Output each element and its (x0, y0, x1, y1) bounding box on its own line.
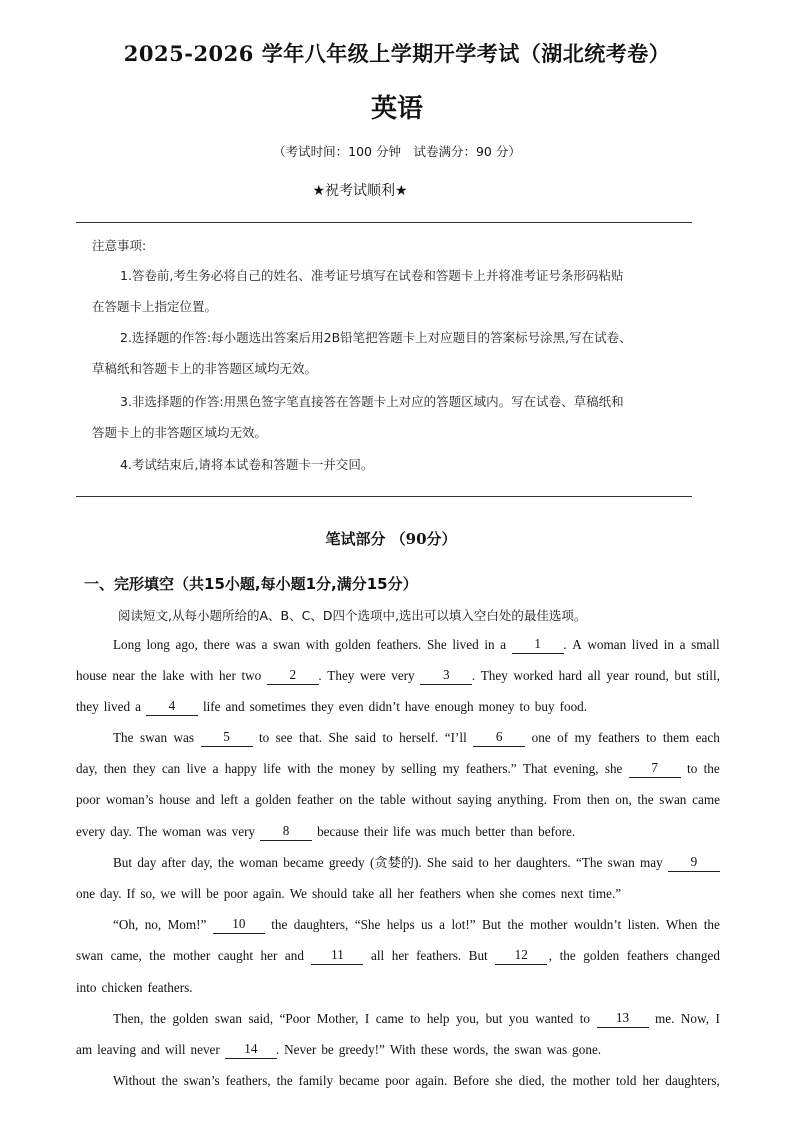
passage-word: Mom!” (167, 917, 207, 932)
passage-word: feathers (419, 886, 461, 901)
passage-word: with (305, 637, 330, 652)
passage-word: help (426, 1011, 450, 1026)
blank-8: 8 (260, 823, 312, 841)
passage-word: and (284, 948, 304, 963)
passage-word: before. (538, 824, 576, 839)
passage-word: but (674, 668, 692, 683)
passage-word: hard (558, 668, 583, 683)
question-heading: 一、完形填空（共15小题,每小题1分,满分15分） (84, 575, 418, 593)
passage-word: will (180, 886, 202, 901)
passage-word: evening, (553, 761, 599, 776)
notice-line-2: 在答题卡上指定位置。 (92, 299, 218, 314)
passage-word: money (478, 699, 515, 714)
passage-word: greedy!” (338, 1042, 385, 1057)
passage-word: and (225, 699, 245, 714)
passage-word: two (241, 668, 262, 683)
passage-word: the (140, 668, 157, 683)
passage-word: that. (298, 730, 323, 745)
passage-word: swan (607, 855, 635, 870)
passage-word: words, (452, 1042, 489, 1057)
passage-word: golden (255, 792, 292, 807)
notice-line-5: 3.非选择题的作答:用黑色签字笔直接答在答题卡上对应的答题区域内。写在试卷、草稿纸和 (120, 394, 624, 409)
passage-word: you, (456, 1011, 480, 1026)
passage-word: The (136, 824, 158, 839)
passage-word: poor (385, 1073, 410, 1088)
passage-word: food. (559, 699, 588, 714)
passage-word: her (642, 1073, 660, 1088)
passage-word: didn’t (368, 699, 400, 714)
passage-line (76, 1041, 720, 1059)
passage-word: of (557, 730, 569, 745)
passage-word: poor (223, 886, 248, 901)
passage-word: With (389, 1042, 416, 1057)
passage-word: sometimes (249, 699, 306, 714)
passage-word: mother (572, 1073, 611, 1088)
passage-word: a (212, 761, 219, 776)
passage-word: “I’ll (444, 730, 467, 745)
passage-word: wanted (535, 1011, 574, 1026)
passage-word: mother (172, 948, 211, 963)
passage-word: to (646, 730, 657, 745)
passage-word: a (135, 699, 141, 714)
passage-word: all (371, 948, 385, 963)
passage-word: the (271, 917, 288, 932)
section-title: 笔试部分 （90分） (325, 530, 457, 548)
passage-word: the (217, 855, 234, 870)
passage-word: to (519, 699, 530, 714)
passage-word: came, (110, 948, 142, 963)
passage-word: am (76, 1042, 93, 1057)
passage-word: her (219, 668, 236, 683)
passage-word: a (261, 637, 268, 652)
passage-line (76, 823, 720, 841)
passage-word: left (220, 792, 239, 807)
passage-word: If (126, 886, 136, 901)
passage-word: golden (334, 637, 371, 652)
passage-word: all (379, 886, 393, 901)
blessing-text: ★祝考试顺利★ (312, 183, 408, 199)
passage-word: the (507, 917, 524, 932)
passage-word: with (189, 668, 214, 683)
passage-word: after (161, 855, 186, 870)
passage-word: day. (110, 824, 132, 839)
passage-word: saying (457, 792, 492, 807)
passage-word: next (560, 886, 584, 901)
passage-word: daughters, (665, 1073, 720, 1088)
passage-word: but (485, 1011, 503, 1026)
passage-word: better (475, 824, 506, 839)
passage-word: near (112, 668, 136, 683)
passage-line (76, 947, 720, 965)
passage-word: lot!” (451, 917, 476, 932)
passage-punct: . (471, 668, 476, 683)
passage-word: her (494, 855, 511, 870)
passage-word: woman (587, 637, 627, 652)
passage-word: woman’s (105, 792, 154, 807)
blank-7: 7 (629, 760, 681, 778)
passage-word: chicken (101, 980, 143, 995)
question-instruction: 阅读短文,从每小题所给的A、B、C、D四个选项中,选出可以填入空白处的最佳选项。 (118, 608, 587, 623)
passage-word: She (328, 730, 349, 745)
passage-word: long (146, 637, 170, 652)
passage-word: lived (103, 699, 131, 714)
passage-word: the (316, 761, 334, 776)
passage-word: was (206, 824, 227, 839)
passage-word: “She (354, 917, 381, 932)
passage-word: feathers (626, 948, 669, 963)
passage-word: a (500, 637, 507, 652)
passage-word: life (392, 824, 411, 839)
passage-word: the (149, 948, 166, 963)
passage-word: day, (191, 855, 213, 870)
notice-line-6: 答题卡上的非答题区域均无效。 (92, 425, 268, 440)
passage-word: woman (162, 824, 202, 839)
passage-word: lived (452, 637, 479, 652)
passage-word: to (410, 1011, 421, 1026)
passage-word: a (439, 917, 446, 932)
passage-word: Never (284, 1042, 317, 1057)
passage-word: the (276, 1073, 293, 1088)
passage-word: to (478, 855, 489, 870)
passage-word: there (203, 637, 230, 652)
passage-punct: . (563, 637, 567, 652)
passage-word: the (703, 761, 720, 776)
passage-word: The (113, 730, 134, 745)
passage-word: each (695, 730, 720, 745)
passage-word: to (687, 761, 698, 776)
passage-line (113, 1010, 720, 1028)
passage-line (113, 854, 720, 872)
passage-line (113, 916, 720, 934)
passage-word: and (140, 1042, 160, 1057)
passage-word: was (235, 637, 256, 652)
passage-word: they (311, 699, 334, 714)
passage-word: her (397, 886, 415, 901)
passage-word: money (339, 761, 376, 776)
passage-word: take (352, 886, 375, 901)
blank-3: 3 (420, 667, 472, 685)
passage-word: year (606, 668, 630, 683)
passage-word: very (391, 668, 415, 683)
passage-word: I (715, 1011, 720, 1026)
passage-word: the (703, 917, 720, 932)
passage-word: the (358, 792, 375, 807)
passage-word: in (484, 637, 495, 652)
passage-word: “Oh, (113, 917, 139, 932)
passage-word: one (76, 886, 96, 901)
exam-info: （考试时间：100 分钟 试卷满分：90 分） (273, 144, 521, 159)
passage-word: then (586, 792, 610, 807)
notice-heading: 注意事项: (92, 238, 147, 253)
passage-word: feathers. (147, 980, 193, 995)
passage-word: then (103, 761, 127, 776)
passage-word: came (692, 792, 720, 807)
passage-word: the (550, 1073, 567, 1088)
passage-word: feathers.” (465, 761, 517, 776)
notice-line-7: 4.考试结束后,请将本试卷和答题卡一并交回。 (120, 457, 374, 472)
notice-line-3: 2.选择题的作答:每小题选出答案后用2B铅笔把答题卡上对应题目的答案标号涂黑,写在试卷、 (120, 330, 632, 345)
passage-word: time.” (588, 886, 622, 901)
passage-word: said, (248, 1011, 274, 1026)
blank-14: 14 (225, 1041, 277, 1059)
passage-word: the (493, 1042, 510, 1057)
passage-line (76, 979, 720, 997)
subject-title: 英语 (370, 94, 423, 124)
passage-word: A (572, 637, 582, 652)
passage-word: and (195, 792, 215, 807)
passage-word: greedy (328, 855, 365, 870)
passage-word: lake (162, 668, 185, 683)
passage-word: swan (659, 792, 687, 807)
passage-word: even (338, 699, 364, 714)
passage-word: buy (534, 699, 555, 714)
passage-word: swan (139, 730, 168, 745)
passage-word: poor (76, 792, 101, 807)
passage-word: me. (655, 1011, 675, 1026)
passage-word: be (321, 1042, 334, 1057)
passage-word: feathers. (416, 948, 462, 963)
blank-11: 11 (311, 947, 363, 965)
passage-line (76, 885, 720, 903)
passage-word: their (363, 824, 388, 839)
passage-word: no, (144, 917, 162, 932)
passage-word: They (480, 668, 508, 683)
passage-word: table (379, 792, 406, 807)
notice-line-1: 1.答卷前,考生务必将自己的姓名、准考证号填写在试卷和答题卡上并将准考证号条形码粘贴 (120, 268, 624, 283)
passage-word: “The (575, 855, 603, 870)
passage-word: enough (434, 699, 474, 714)
passage-word: anything. (497, 792, 547, 807)
passage-word: became (339, 1073, 380, 1088)
passage-word: wouldn’t (573, 917, 622, 932)
passage-word: these (420, 1042, 448, 1057)
passage-word: have (404, 699, 430, 714)
passage-word: family (298, 1073, 334, 1088)
passage-word: changed (675, 948, 720, 963)
passage-word: round, (634, 668, 669, 683)
passage-word: life (263, 761, 281, 776)
passage-word: Before (453, 1073, 490, 1088)
passage-word: said (354, 730, 376, 745)
passage-word: From (552, 792, 582, 807)
passage-word: my (574, 730, 592, 745)
passage-word: They (327, 668, 355, 683)
passage-line (113, 636, 720, 654)
passage-line (76, 791, 720, 809)
passage-word: feathers (597, 730, 640, 745)
passage-word: she (495, 1073, 513, 1088)
passage-word: see (275, 730, 293, 745)
passage-word: She (426, 855, 447, 870)
passage-word: house (76, 668, 107, 683)
passage-word: they (132, 761, 156, 776)
passage-word: helps (386, 917, 415, 932)
passage-word: I (364, 1011, 370, 1026)
passage-word: us (421, 917, 433, 932)
passage-word: all (587, 668, 601, 683)
passage-word: swan (76, 948, 104, 963)
divider-bottom (76, 496, 692, 497)
passage-word: told (615, 1073, 637, 1088)
passage-word: will (165, 1042, 186, 1057)
passage-word: happy (224, 761, 257, 776)
passage-line (76, 698, 720, 716)
passage-word: house (159, 792, 190, 807)
passage-word: them (662, 730, 690, 745)
passage-word: feathers, (225, 1073, 271, 1088)
passage-word: became (283, 855, 324, 870)
passage-word: herself. (399, 730, 439, 745)
passage-word: worked (513, 668, 553, 683)
passage-word: swan’s (183, 1073, 220, 1088)
passage-word: ago, (175, 637, 198, 652)
passage-word: day. (100, 886, 122, 901)
passage-word: That (522, 761, 548, 776)
passage-word: day, (76, 761, 98, 776)
passage-word: We (289, 886, 308, 901)
passage-word: Without (113, 1073, 156, 1088)
passage-word: can (161, 761, 181, 776)
passage-word: to (258, 730, 270, 745)
passage-word: the (149, 1011, 167, 1026)
passage-word: comes (522, 886, 556, 901)
passage-word: she (499, 886, 518, 901)
passage-punct: . (275, 1042, 280, 1057)
passage-word: But (113, 855, 133, 870)
passage-word: selling (401, 761, 437, 776)
passage-word: without (411, 792, 452, 807)
passage-word: her (260, 948, 278, 963)
passage-word: When (665, 917, 698, 932)
blank-6: 6 (473, 729, 525, 747)
divider-top (76, 222, 692, 223)
passage-line (113, 729, 720, 747)
passage-line (113, 1072, 720, 1090)
passage-word: the (559, 948, 576, 963)
passage-word: Long (113, 637, 141, 652)
passage-word: life (202, 699, 221, 714)
blank-1: 1 (512, 636, 564, 654)
passage-word: mother (530, 917, 568, 932)
passage-punct: , (548, 948, 553, 963)
passage-word: feather (296, 792, 334, 807)
passage-word: came (375, 1011, 404, 1026)
passage-word: caught (217, 948, 253, 963)
passage-line (76, 760, 720, 778)
passage-word: because (317, 824, 359, 839)
passage-word: golden (172, 1011, 209, 1026)
passage-word: again. (415, 1073, 448, 1088)
passage-word: still, (696, 668, 720, 683)
passage-word: one (531, 730, 551, 745)
passage-word: Then, (113, 1011, 144, 1026)
passage-word: to (382, 730, 393, 745)
blank-12: 12 (495, 947, 547, 965)
passage-word: were (360, 668, 386, 683)
passage-word: woman (239, 855, 279, 870)
passage-word: the (637, 792, 654, 807)
passage-word: my (442, 761, 460, 776)
passage-word: She (426, 637, 447, 652)
passage-word: be (206, 886, 219, 901)
passage-word: a (679, 637, 686, 652)
passage-word: by (381, 761, 395, 776)
blank-13: 13 (597, 1010, 649, 1028)
passage-word: daughters, (293, 917, 349, 932)
passage-word: she (604, 761, 623, 776)
passage-word: golden (583, 948, 620, 963)
passage-word: on (339, 792, 353, 807)
passage-word: we (160, 886, 176, 901)
passage-word: than (510, 824, 534, 839)
passage-word: Now, (680, 1011, 709, 1026)
passage-word: said (451, 855, 474, 870)
passage-word: died, (518, 1073, 545, 1088)
passage-word: very (231, 824, 256, 839)
passage-word: swan (214, 1011, 242, 1026)
passage-word: was (415, 824, 437, 839)
notice-line-4: 草稿纸和答题卡上的非答题区域均无效。 (92, 361, 318, 376)
passage-word: when (465, 886, 495, 901)
passage-word: to (579, 1011, 591, 1026)
passage-word: they (76, 699, 99, 714)
passage-word: with (287, 761, 311, 776)
passage-word: in (663, 637, 675, 652)
passage-word: again. (252, 886, 285, 901)
passage-line (76, 667, 720, 685)
passage-word: much (441, 824, 471, 839)
passage-word: daughters. (516, 855, 571, 870)
passage-word: a (243, 792, 250, 807)
passage-word: on, (615, 792, 632, 807)
passage-word: leaving (97, 1042, 136, 1057)
passage-word: the (161, 1073, 178, 1088)
passage-word: you (508, 1011, 529, 1026)
passage-word: was (173, 730, 195, 745)
exam-title: 2025-2026 学年八年级上学期开学考试（湖北统考卷） (123, 41, 671, 66)
passage-word: live (186, 761, 207, 776)
passage-word: small (691, 637, 720, 652)
passage-word: never (190, 1042, 220, 1057)
passage-word: every (76, 824, 106, 839)
passage-word: But (468, 948, 488, 963)
passage-word: “Poor (279, 1011, 311, 1026)
passage-word: gone. (572, 1042, 602, 1057)
passage-word: swan (514, 1042, 542, 1057)
blank-5: 5 (201, 729, 253, 747)
blank-4: 4 (146, 698, 198, 716)
passage-word: But (482, 917, 502, 932)
passage-word: was (546, 1042, 568, 1057)
passage-word: (贪婪的). (369, 855, 422, 870)
passage-word: lived (631, 637, 659, 652)
passage-word: into (76, 980, 97, 995)
blank-2: 2 (267, 667, 319, 685)
passage-word: Mother, (316, 1011, 359, 1026)
passage-word: listen. (627, 917, 660, 932)
blank-10: 10 (213, 916, 265, 934)
passage-word: swan (273, 637, 301, 652)
passage-word: day (137, 855, 157, 870)
passage-word: so, (140, 886, 156, 901)
blank-9: 9 (668, 854, 720, 872)
passage-word: her (391, 948, 409, 963)
passage-word: may (639, 855, 663, 870)
passage-punct: . (318, 668, 322, 683)
passage-word: should (312, 886, 348, 901)
passage-word: feathers. (376, 637, 422, 652)
